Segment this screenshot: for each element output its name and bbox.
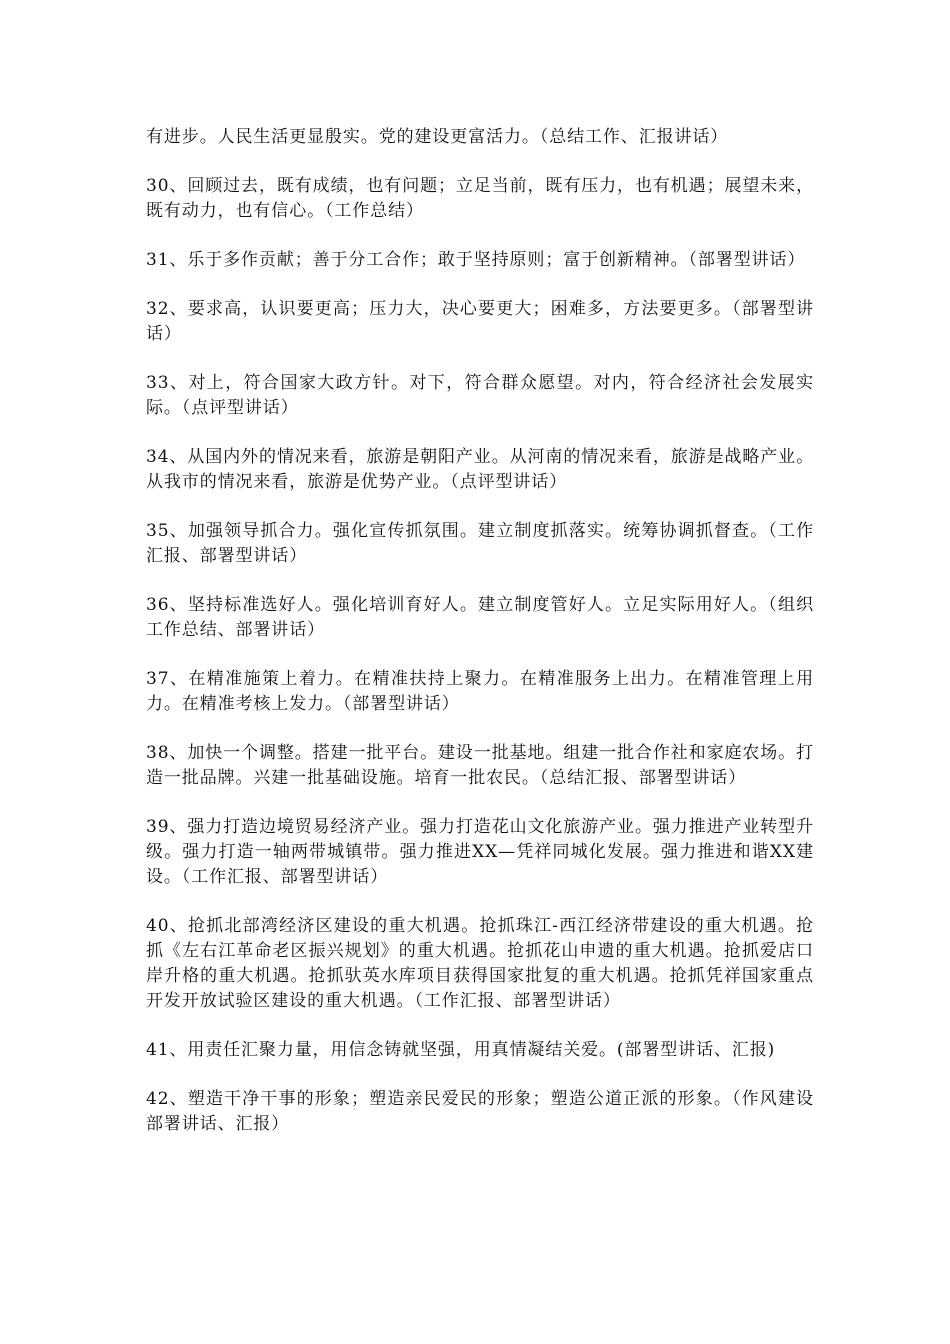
paragraph-41: 41、用责任汇聚力量，用信念铸就坚强，用真情凝结关爱。(部署型讲话、汇报) <box>146 1040 776 1060</box>
paragraph-42: 42、塑造干净干事的形象；塑造亲民爱民的形象；塑造公道正派的形象。（作风建设部署讲话、汇报） <box>146 1089 814 1134</box>
paragraph-32: 32、要求高，认识要更高；压力大，决心要更大；困难多，方法要更多。（部署型讲话） <box>146 299 814 344</box>
document-body <box>146 125 814 1161</box>
paragraph-40: 40、抢抓北部湾经济区建设的重大机遇。抢抓珠江-西江经济带建设的重大机遇。抢抓《左右江革命老区振兴规划》的重大机遇。抢抓花山申遗的重大机遇。抢抓爱店口岸升格的重大机遇。抢抓驮英水库项目获得国家批复的重大机遇。抢抓凭祥国家重点开发开放试验区建设的重大机遇。（工作汇报、部署型讲话） <box>146 916 814 1011</box>
paragraph-continuation: 有进步。人民生活更显殷实。党的建设更富活力。（总结工作、汇报讲话） <box>146 127 729 147</box>
paragraph-36: 36、坚持标准选好人。强化培训育好人。建立制度管好人。立足实际用好人。（组织工作总结、部署讲话） <box>146 595 814 640</box>
paragraph-31: 31、乐于多作贡献；善于分工合作；敢于坚持原则；富于创新精神。（部署型讲话） <box>146 250 806 270</box>
paragraph-34: 34、从国内外的情况来看，旅游是朝阳产业。从河南的情况来看，旅游是战略产业。从我市的情况来看，旅游是优势产业。（点评型讲话） <box>146 447 814 492</box>
paragraph-30: 30、回顾过去，既有成绩，也有问题；立足当前，既有压力，也有机遇；展望未来，既有动力，也有信心。（工作总结） <box>146 176 814 221</box>
paragraph-35: 35、加强领导抓合力。强化宣传抓氛围。建立制度抓落实。统筹协调抓督查。（工作汇报、部署型讲话） <box>146 521 814 566</box>
paragraph-33: 33、对上，符合国家大政方针。对下，符合群众愿望。对内，符合经济社会发展实际。（点评型讲话） <box>146 373 814 418</box>
paragraph-39: 39、强力打造边境贸易经济产业。强力打造花山文化旅游产业。强力推进产业转型升级。强力打造一轴两带城镇带。强力推进XX—凭祥同城化发展。强力推进和谐XX建设。（工作汇报、部署型讲话） <box>146 817 814 887</box>
paragraph-38: 38、加快一个调整。搭建一批平台。建设一批基地。组建一批合作社和家庭农场。打造一批品牌。兴建一批基础设施。培育一批农民。（总结汇报、部署型讲话） <box>146 743 814 788</box>
paragraph-37: 37、在精准施策上着力。在精准扶持上聚力。在精准服务上出力。在精准管理上用力。在精准考核上发力。（部署型讲话） <box>146 669 814 714</box>
